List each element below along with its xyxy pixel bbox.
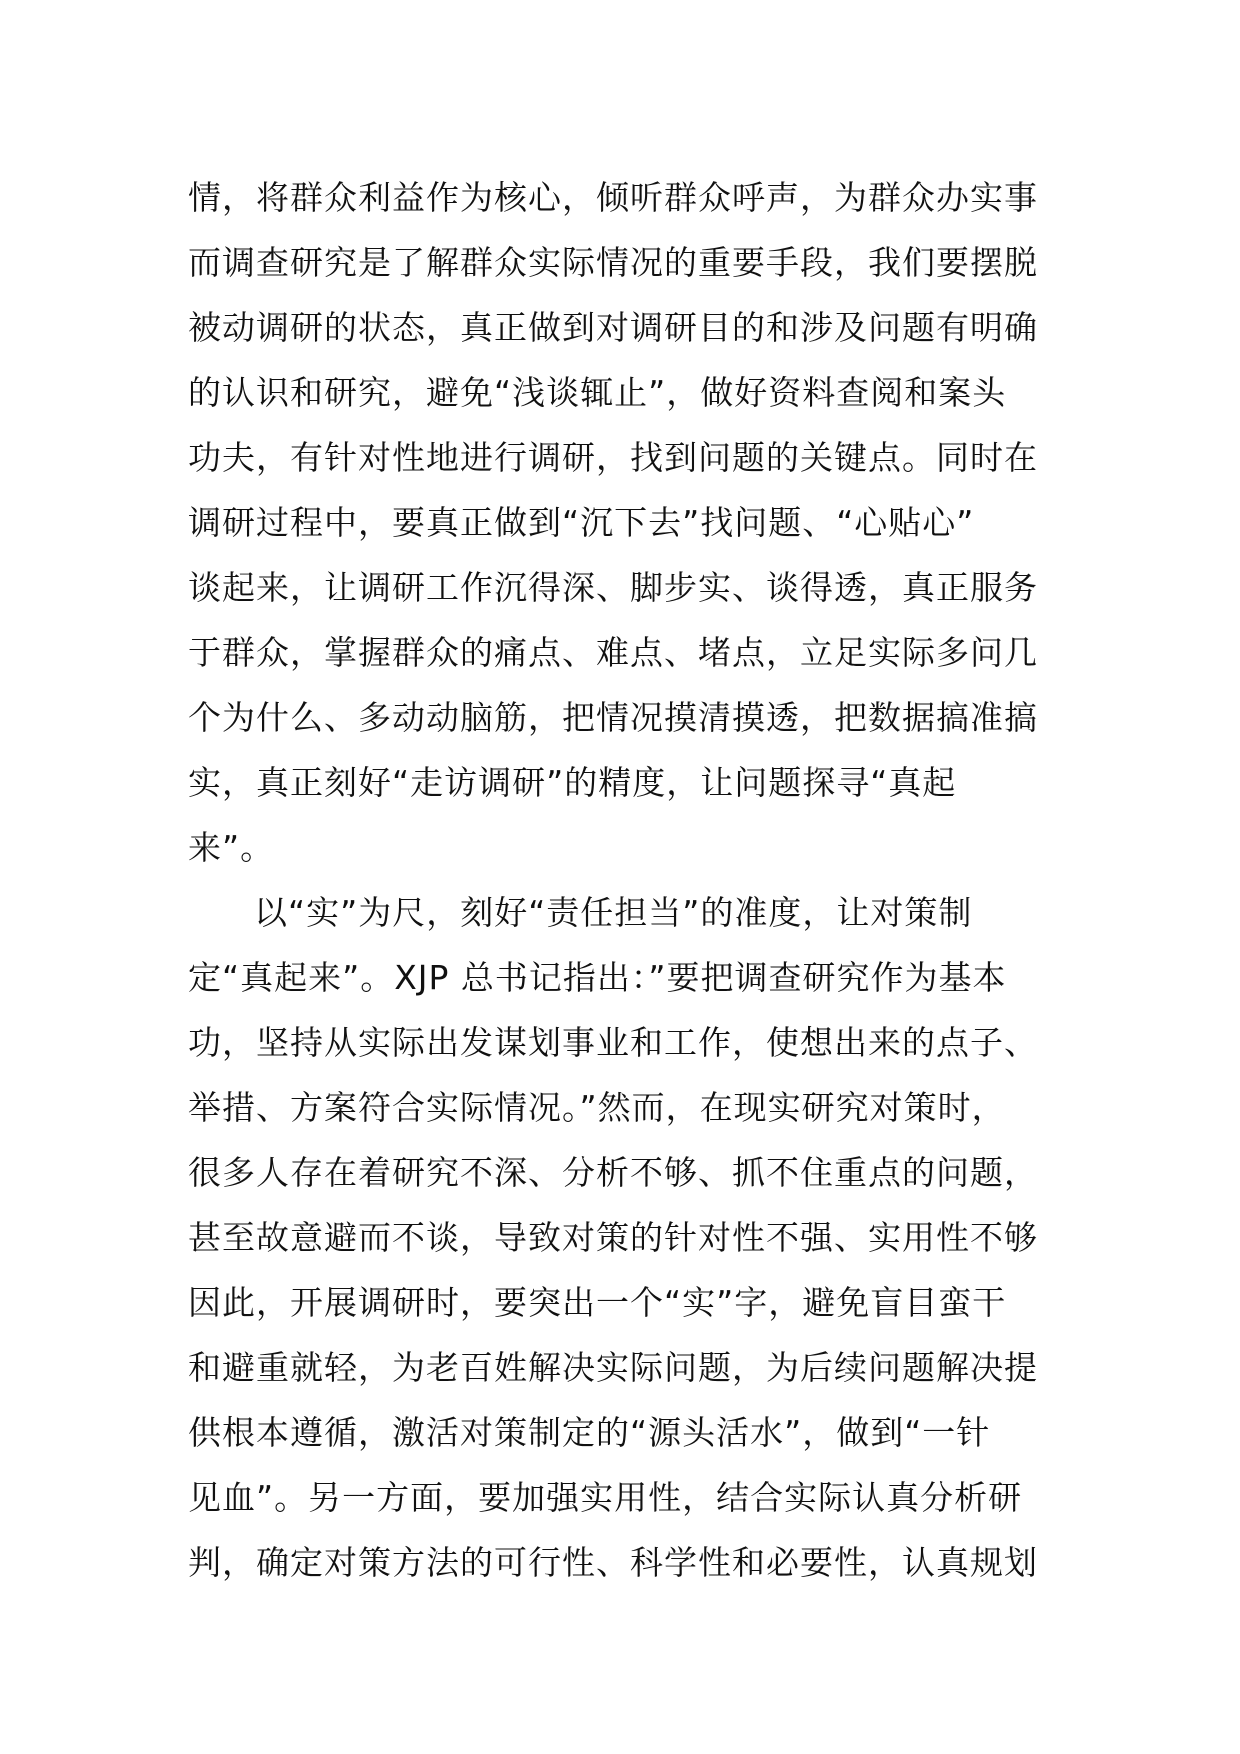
text-line: 功，坚持从实际出发谋划事业和工作，使想出来的点子、 bbox=[188, 1023, 1038, 1062]
paragraph-first-line: 以“实”为尺，刻好“责任担当”的准度，让对策制 bbox=[254, 893, 973, 932]
text-line: 见血”。另一方面，要加强实用性，结合实际认真分析研 bbox=[188, 1478, 1023, 1517]
text-line: 判，确定对策方法的可行性、科学性和必要性，认真规划 bbox=[188, 1543, 1038, 1582]
text-line: 调研过程中，要真正做到“沉下去”找问题、“心贴心” bbox=[188, 503, 975, 542]
text-line: 甚至故意避而不谈，导致对策的针对性不强、实用性不够 bbox=[188, 1218, 1038, 1257]
text-line: 的认识和研究，避免“浅谈辄止”，做好资料查阅和案头 bbox=[188, 373, 1007, 412]
text-line: 举措、方案符合实际情况。”然而，在现实研究对策时， bbox=[188, 1088, 1006, 1127]
text-line: 和避重就轻，为老百姓解决实际问题，为后续问题解决提 bbox=[188, 1348, 1038, 1387]
text-line: 被动调研的状态，真正做到对调研目的和涉及问题有明确 bbox=[188, 308, 1038, 347]
text-line: 于群众，掌握群众的痛点、难点、堵点，立足实际多问几 bbox=[188, 633, 1038, 672]
text-line: 个为什么、多动动脑筋，把情况摸清摸透，把数据搞准搞 bbox=[188, 698, 1038, 737]
text-line: 而调查研究是了解群众实际情况的重要手段，我们要摆脱 bbox=[188, 243, 1038, 282]
text-line: 来”。 bbox=[188, 828, 275, 867]
text-line: 供根本遵循，激活对策制定的“源头活水”，做到“一针 bbox=[188, 1413, 991, 1452]
text-line: 很多人存在着研究不深、分析不够、抓不住重点的问题， bbox=[188, 1153, 1038, 1192]
text-line: 情，将群众利益作为核心，倾听群众呼声，为群众办实事 bbox=[188, 178, 1038, 217]
text-line: 定“真起来”。XJP 总书记指出：”要把调查研究作为基本 bbox=[188, 958, 1007, 997]
text-line: 功夫，有针对性地进行调研，找到问题的关键点。同时在 bbox=[188, 438, 1038, 477]
text-line: 实，真正刻好“走访调研”的精度，让问题探寻“真起 bbox=[188, 763, 957, 802]
text-line: 因此，开展调研时，要突出一个“实”字，避免盲目蛮干 bbox=[188, 1283, 1007, 1322]
text-line: 谈起来，让调研工作沉得深、脚步实、谈得透，真正服务 bbox=[188, 568, 1038, 607]
